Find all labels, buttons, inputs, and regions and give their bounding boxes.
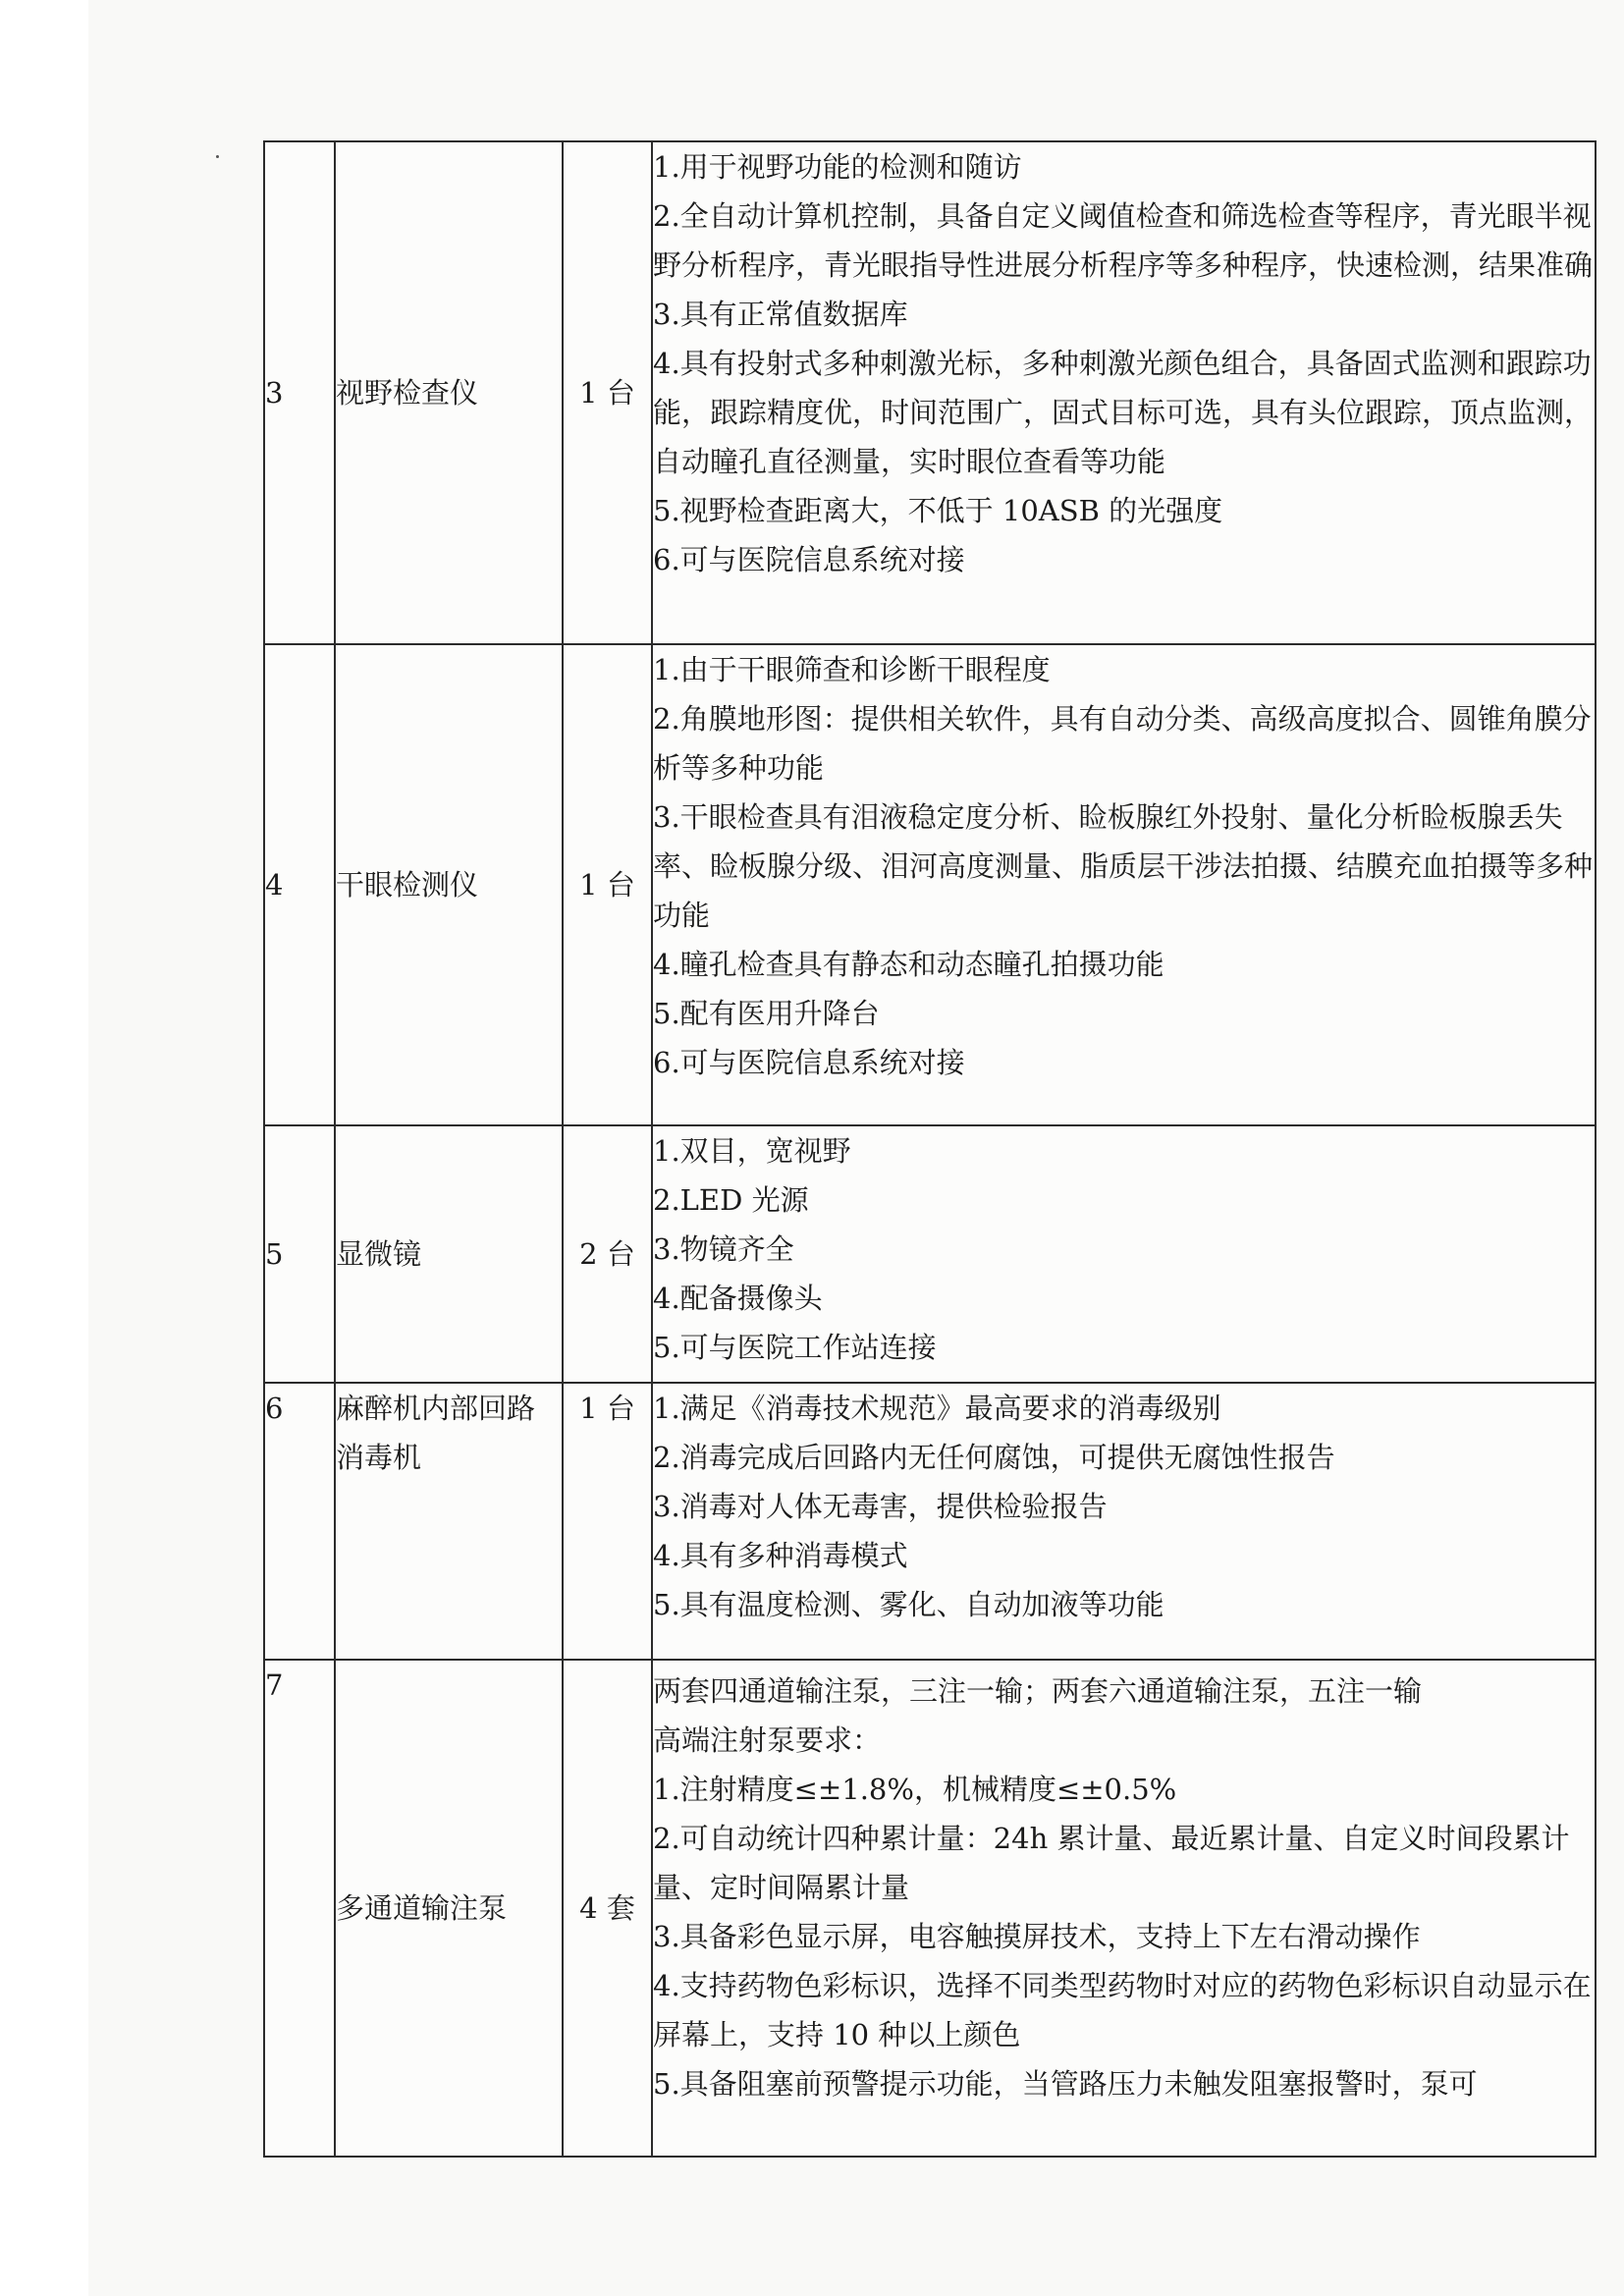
requirement-line: 6.可与医院信息系统对接 <box>653 543 965 576</box>
requirement-line: 2.消毒完成后回路内无任何腐蚀，可提供无腐蚀性报告 <box>653 1441 1335 1474</box>
requirement-line: 1.由于干眼筛查和诊断干眼程度 <box>653 653 1051 686</box>
equipment-name: 干眼检测仪 <box>335 644 563 1125</box>
requirement-line: 3.物镜齐全 <box>653 1232 794 1266</box>
equipment-name: 显微镜 <box>335 1125 563 1383</box>
requirement-line: 4.瞳孔检查具有静态和动态瞳孔拍摄功能 <box>653 948 1164 981</box>
row-number: 4 <box>264 644 335 1125</box>
equipment-quantity: 2 台 <box>563 1125 652 1383</box>
requirement-line: 高端注射泵要求： <box>653 1723 882 1757</box>
requirement-line: 1.注射精度≤±1.8%，机械精度≤±0.5% <box>653 1773 1177 1806</box>
scan-speck <box>216 155 219 158</box>
requirement-line: 2.全自动计算机控制，具备自定义阈值检查和筛选检查等程序，青光眼半视野分析程序，青光眼指导性进展分析程序等多种程序，快速检测，结果准确 <box>653 199 1594 282</box>
requirement-line: 两套四通道输注泵，三注一输；两套六通道输注泵，五注一输 <box>653 1674 1423 1708</box>
requirement-line: 4.具有投射式多种刺激光标，多种刺激光颜色组合，具备固式监测和跟踪功能，跟踪精度优，时间范围广，固式目标可选，具有头位跟踪，顶点监测，自动瞳孔直径测量，实时眼位查看等功能 <box>653 347 1594 478</box>
row-number: 6 <box>264 1383 335 1660</box>
requirement-line: 2.LED 光源 <box>653 1183 809 1217</box>
row-number: 5 <box>264 1125 335 1383</box>
requirements-cell <box>652 1660 1596 2157</box>
requirement-line: 4.支持药物色彩标识，选择不同类型药物时对应的药物色彩标识自动显示在屏幕上，支持 10 种以上颜色 <box>653 1969 1592 2051</box>
table-row <box>264 644 1596 1125</box>
requirement-line: 5.具有温度检测、雾化、自动加液等功能 <box>653 1588 1164 1621</box>
requirement-line: 3.具有正常值数据库 <box>653 298 908 331</box>
row-number: 7 <box>264 1660 335 2157</box>
requirements-cell <box>652 1383 1596 1660</box>
equipment-name: 视野检查仪 <box>335 141 563 644</box>
requirements-cell <box>652 1125 1596 1383</box>
row-number: 3 <box>264 141 335 644</box>
equipment-quantity: 4 套 <box>563 1660 652 2157</box>
requirement-line: 4.具有多种消毒模式 <box>653 1539 908 1572</box>
requirement-line: 6.可与医院信息系统对接 <box>653 1046 965 1079</box>
table-row <box>264 1125 1596 1383</box>
requirement-line: 5.可与医院工作站连接 <box>653 1331 937 1364</box>
equipment-name <box>335 1383 563 1660</box>
equipment-spec-table <box>263 140 1597 2158</box>
equipment-name: 多通道输注泵 <box>335 1660 563 2157</box>
table-row <box>264 1660 1596 2157</box>
requirement-line: 3.具备彩色显示屏，电容触摸屏技术，支持上下左右滑动操作 <box>653 1920 1421 1953</box>
requirement-line: 2.可自动统计四种累计量：24h 累计量、最近累计量、自定义时间段累计量、定时间隔累计量 <box>653 1822 1570 1904</box>
equipment-quantity: 1 台 <box>563 644 652 1125</box>
requirement-line: 1.用于视野功能的检测和随访 <box>653 150 1022 184</box>
requirement-line: 2.角膜地形图：提供相关软件，具有自动分类、高级高度拟合、圆锥角膜分析等多种功能 <box>653 702 1592 785</box>
requirement-line: 1.双目，宽视野 <box>653 1134 851 1168</box>
requirements-cell <box>652 141 1596 644</box>
requirement-line: 1.满足《消毒技术规范》最高要求的消毒级别 <box>653 1392 1221 1425</box>
equipment-name-text: 麻醉机内部回路消毒机 <box>336 1392 536 1474</box>
requirement-line: 3.消毒对人体无毒害，提供检验报告 <box>653 1490 1108 1523</box>
requirement-line: 5.配有医用升降台 <box>653 997 880 1030</box>
requirement-line: 5.具备阻塞前预警提示功能，当管路压力未触发阻塞报警时，泵可 <box>653 2067 1478 2101</box>
requirement-line: 5.视野检查距离大，不低于 10ASB 的光强度 <box>653 494 1223 527</box>
requirements-cell <box>652 644 1596 1125</box>
requirement-line: 4.配备摄像头 <box>653 1282 823 1315</box>
requirement-line: 3.干眼检查具有泪液稳定度分析、睑板腺红外投射、量化分析睑板腺丢失率、睑板腺分级、泪河高度测量、脂质层干涉法拍摄、结膜充血拍摄等多种功能 <box>653 800 1594 932</box>
table-row <box>264 1383 1596 1660</box>
table-row <box>264 141 1596 644</box>
equipment-quantity: 1 台 <box>563 1383 652 1660</box>
equipment-quantity: 1 台 <box>563 141 652 644</box>
